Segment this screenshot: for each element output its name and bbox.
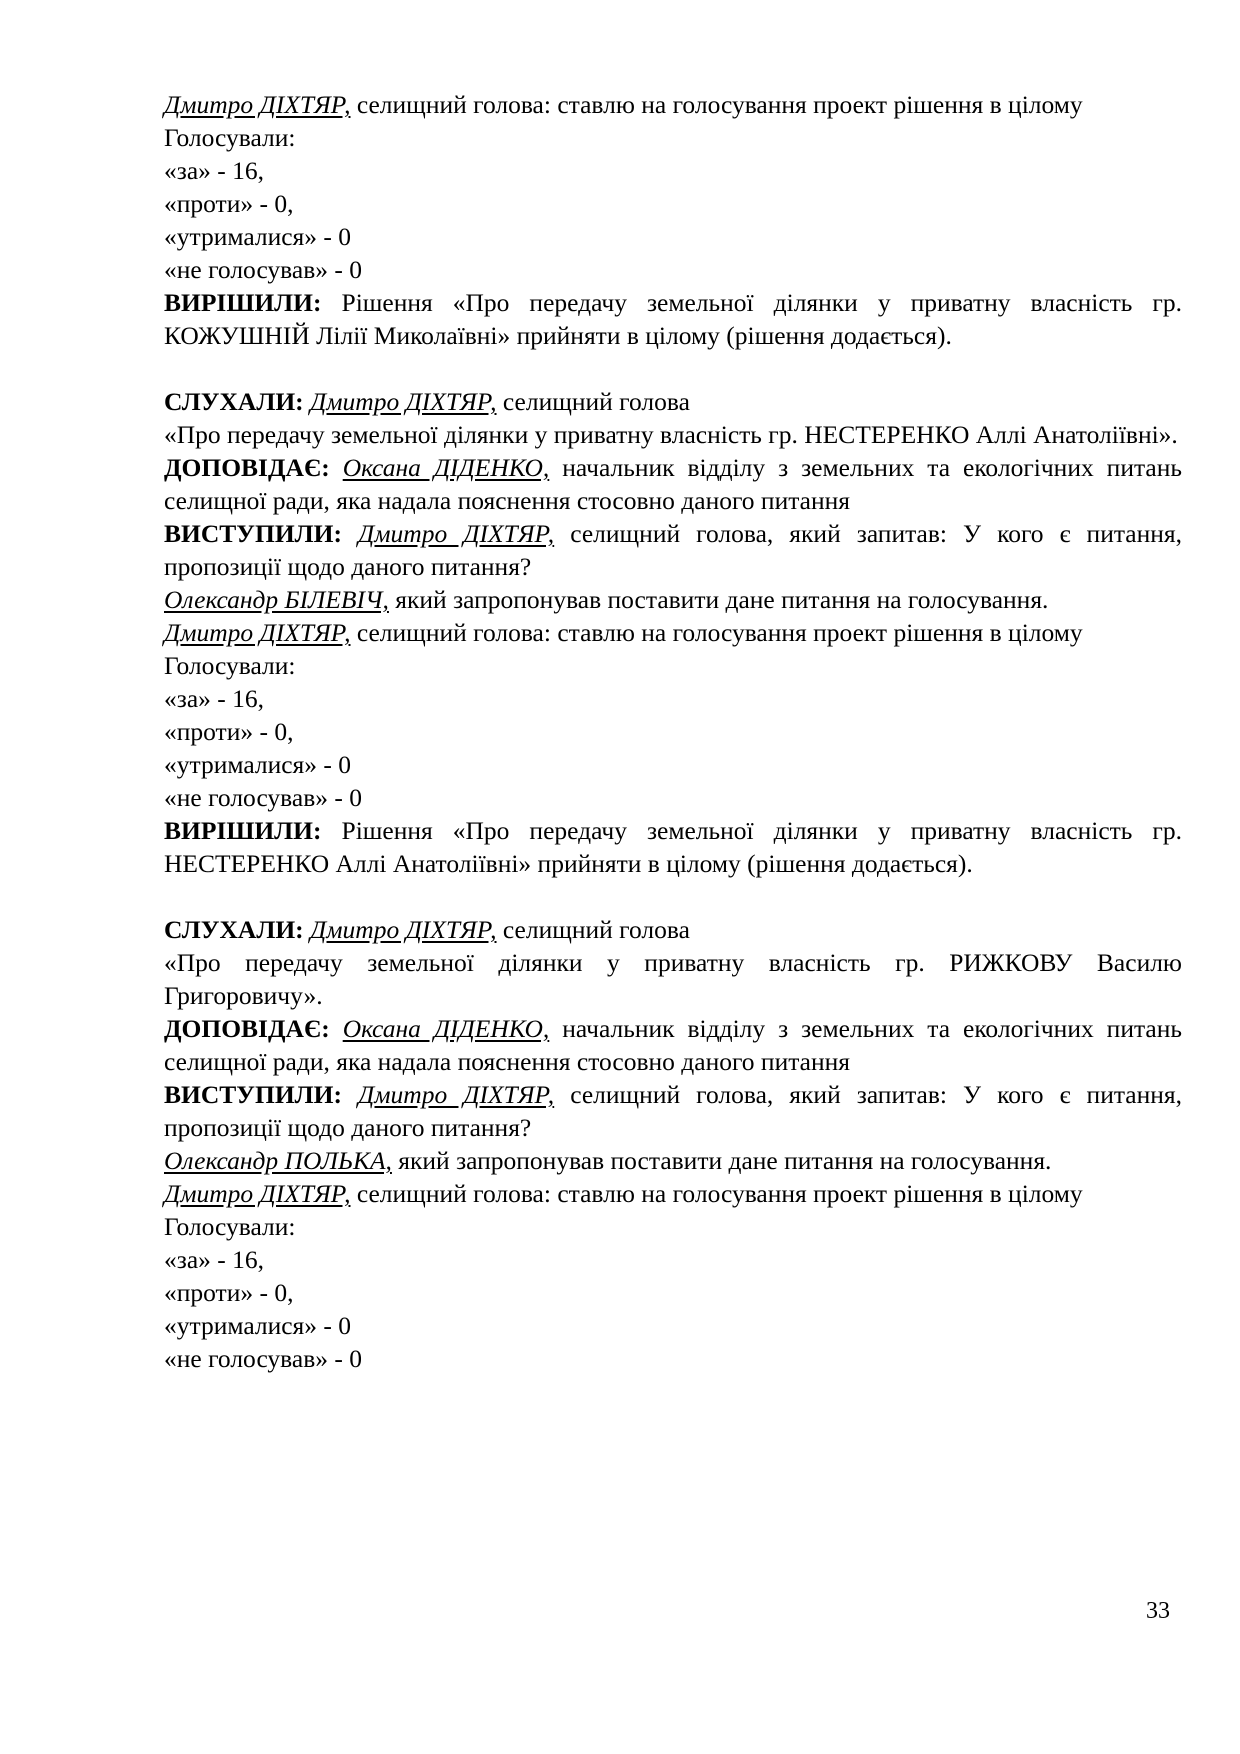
speaker-name: Дмитро ДІХТЯР, [164,1179,351,1208]
vote-not-voted: «не голосував» - 0 [164,783,362,812]
spoke-text: селищний голова, який запитав: У кого є питання, пропозиції щодо даного питання? [164,1080,1183,1142]
decision [164,814,1182,880]
decision [164,286,1182,352]
vote-not-voted: «не голосував» - 0 [164,1344,362,1373]
speaker-name: Олександр ПОЛЬКА, [164,1146,392,1175]
spoke [164,1078,1182,1144]
vote-against: «проти» - 0, [164,1278,294,1307]
spoke-text: селищний голова, який запитав: У кого є питання, пропозиції щодо даного питання? [164,519,1183,581]
speaker-name: Дмитро ДІХТЯР, [358,519,555,548]
vote-against: «проти» - 0, [164,189,294,218]
reports [164,1012,1182,1078]
speaker-name: Оксана ДІДЕНКО, [342,1014,550,1043]
decision-text: Рішення «Про передачу земельної ділянки у приватну власність гр. НЕСТЕРЕНКО Аллі Анатоліївні» прийняти в цілому (рішення додається). [164,816,1182,878]
speaker-role: селищний голова [496,915,690,944]
vote-for: «за» - 16, [164,156,265,185]
heard-label: СЛУХАЛИ: [164,387,304,416]
vote-abstained: «утрималися» - 0 [164,222,352,251]
reports-text: начальник відділу з земельних та екологічних питань селищної ради, яка надала пояснення стосовно даного питання [164,453,1183,515]
speaker-name: Дмитро ДІХТЯР, [310,387,497,416]
speaker-name: Олександр БІЛЕВІЧ, [164,585,389,614]
voting-label: Голосували: [164,1212,296,1241]
reports-label: ДОПОВІДАЄ: [164,1014,330,1043]
section-spacer [164,352,1182,385]
proposal-text: який запропонував поставити дане питання на голосування. [388,585,1049,614]
spoke [164,517,1182,583]
speaker-name: Дмитро ДІХТЯР, [310,915,497,944]
vote-against: «проти» - 0, [164,717,294,746]
vote-for: «за» - 16, [164,1245,265,1274]
voting-label: Голосували: [164,123,296,152]
vote-not-voted: «не голосував» - 0 [164,255,362,284]
agenda-subject: «Про передачу земельної ділянки у приватну власність гр. РИЖКОВУ Василю Григоровичу». [164,948,1182,1010]
reports-label: ДОПОВІДАЄ: [164,453,330,482]
chair-statement [164,88,1182,121]
speaker-name: Оксана ДІДЕНКО, [342,453,550,482]
proposal-text: який запропонував поставити дане питання на голосування. [391,1146,1052,1175]
voting-label: Голосували: [164,651,296,680]
speaker-role: селищний голова [496,387,690,416]
decision-label: ВИРІШИЛИ: [164,288,322,317]
spoke-label: ВИСТУПИЛИ: [164,1080,342,1109]
reports [164,451,1182,517]
spoke-label: ВИСТУПИЛИ: [164,519,342,548]
chair-statement [164,1177,1182,1210]
heard [164,913,1182,946]
agenda-subject: «Про передачу земельної ділянки у приватну власність гр. НЕСТЕРЕНКО Аллі Анатоліївні». [164,420,1178,449]
speaker-name: Дмитро ДІХТЯР, [164,90,351,119]
chair-statement-text: селищний голова: ставлю на голосування проект рішення в цілому [350,618,1083,647]
vote-for: «за» - 16, [164,684,265,713]
document-page [164,88,1182,1375]
speaker-name: Дмитро ДІХТЯР, [164,618,351,647]
chair-statement-text: селищний голова: ставлю на голосування проект рішення в цілому [350,1179,1083,1208]
heard [164,385,1182,418]
section-spacer [164,880,1182,913]
chair-statement [164,616,1182,649]
speaker-name: Дмитро ДІХТЯР, [358,1080,555,1109]
vote-abstained: «утрималися» - 0 [164,1311,352,1340]
reports-text: начальник відділу з земельних та екологічних питань селищної ради, яка надала пояснення стосовно даного питання [164,1014,1183,1076]
page-number: 33 [1146,1598,1170,1624]
decision-text: Рішення «Про передачу земельної ділянки у приватну власність гр. КОЖУШНІЙ Лілії Миколаївні» прийняти в цілому (рішення додається). [164,288,1182,350]
proposal [164,1144,1182,1177]
heard-label: СЛУХАЛИ: [164,915,304,944]
vote-abstained: «утрималися» - 0 [164,750,352,779]
decision-label: ВИРІШИЛИ: [164,816,322,845]
chair-statement-text: селищний голова: ставлю на голосування проект рішення в цілому [350,90,1083,119]
proposal [164,583,1182,616]
